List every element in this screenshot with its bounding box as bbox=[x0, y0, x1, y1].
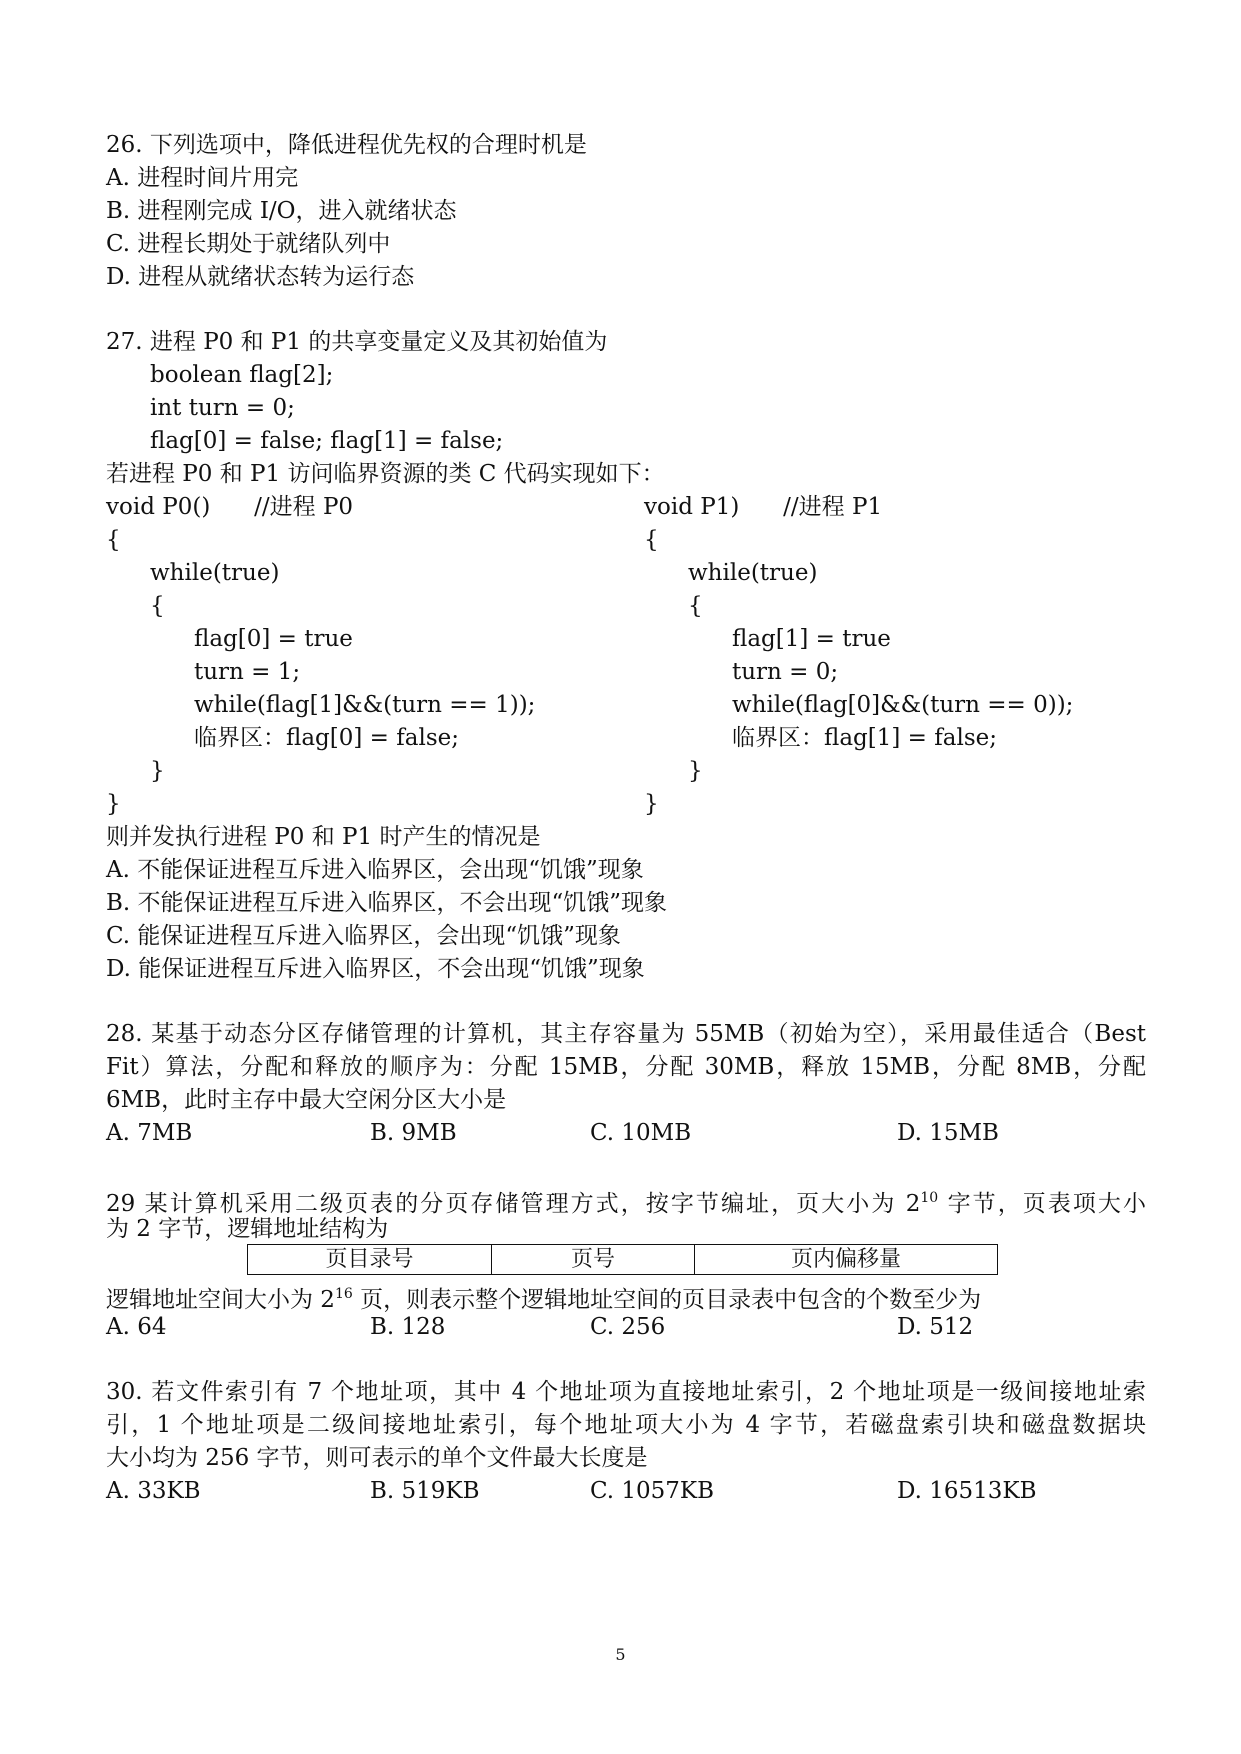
p1-code-line: { bbox=[688, 593, 703, 619]
p0-code-line: { bbox=[150, 593, 165, 619]
logical-address-structure-table bbox=[247, 1244, 998, 1275]
q29-option-c: C. 256 bbox=[590, 1314, 666, 1340]
q26-option-c: C. 进程长期处于就绪队列中 bbox=[106, 231, 391, 257]
p0-code-line: flag[0] = true bbox=[194, 626, 353, 652]
p1-code-line: while(true) bbox=[688, 560, 818, 586]
q30-line: 30. 若文件索引有 7 个地址项，其中 4 个地址项为直接地址索引，2 个地址项是一级间接地址索 bbox=[106, 1379, 1146, 1405]
q28-option-d: D. 15MB bbox=[897, 1120, 999, 1146]
q30-line: 大小均为 256 字节，则可表示的单个文件最大长度是 bbox=[106, 1445, 648, 1471]
p0-code-line: { bbox=[106, 527, 121, 553]
p0-code-line: while(true) bbox=[150, 560, 280, 586]
q30-line: 引，1 个地址项是二级间接地址索引，每个地址项大小为 4 字节，若磁盘索引块和磁盘数据块 bbox=[106, 1412, 1146, 1438]
q29-option-b: B. 128 bbox=[370, 1314, 446, 1340]
q30-option-b: B. 519KB bbox=[370, 1478, 480, 1504]
q27-decl-line: boolean flag[2]; bbox=[150, 362, 334, 388]
q26-option-d: D. 进程从就绪状态转为运行态 bbox=[106, 264, 415, 290]
p0-code-line: void P0() //进程 P0 bbox=[106, 494, 354, 520]
p0-code-line: } bbox=[106, 791, 121, 817]
q26-option-b: B. 进程刚完成 I/O，进入就绪状态 bbox=[106, 198, 457, 224]
page-offset-cell: 页内偏移量 bbox=[695, 1245, 998, 1275]
page-number-cell: 页号 bbox=[492, 1245, 695, 1275]
p1-code-line: 临界区：flag[1] = false; bbox=[732, 725, 997, 751]
q29-option-a: A. 64 bbox=[106, 1314, 167, 1340]
q29-line2: 为 2 字节，逻辑地址结构为 bbox=[106, 1216, 389, 1242]
p0-code-line: turn = 1; bbox=[194, 659, 301, 685]
page-number: 5 bbox=[615, 1645, 626, 1664]
q27-option-a: A. 不能保证进程互斥进入临界区，会出现“饥饿”现象 bbox=[106, 857, 644, 883]
q29-line1: 29 某计算机采用二级页表的分页存储管理方式，按字节编址，页大小为 $2^{10}$ 字节，页表项大小 bbox=[106, 1190, 1146, 1217]
q28-line: 28. 某基于动态分区存储管理的计算机，其主存容量为 55MB（初始为空），采用最佳适合（Best bbox=[106, 1021, 1146, 1047]
q28-line: 6MB，此时主存中最大空闲分区大小是 bbox=[106, 1087, 507, 1113]
p1-code-line: { bbox=[644, 527, 659, 553]
q28-line: Fit）算法，分配和释放的顺序为：分配 15MB，分配 30MB，释放 15MB，分配 8MB，分配 bbox=[106, 1054, 1146, 1080]
q29-line3: 逻辑地址空间大小为 $2^{16}$ 页，则表示整个逻辑地址空间的页目录表中包含的个数至少为 bbox=[106, 1286, 982, 1313]
page-directory-cell: 页目录号 bbox=[248, 1245, 492, 1275]
q27-option-d: D. 能保证进程互斥进入临界区，不会出现“饥饿”现象 bbox=[106, 956, 645, 982]
p0-code-line: } bbox=[150, 758, 165, 784]
q26-stem: 26. 下列选项中，降低进程优先权的合理时机是 bbox=[106, 132, 587, 158]
q27-option-c: C. 能保证进程互斥进入临界区，会出现“饥饿”现象 bbox=[106, 923, 621, 949]
p0-code-line: 临界区：flag[0] = false; bbox=[194, 725, 459, 751]
q28-option-a: A. 7MB bbox=[106, 1120, 193, 1146]
p1-code-line: while(flag[0]&&(turn == 0)); bbox=[732, 692, 1074, 718]
q30-option-a: A. 33KB bbox=[106, 1478, 201, 1504]
q27-decl-line: int turn = 0; bbox=[150, 395, 295, 421]
q27-option-b: B. 不能保证进程互斥进入临界区，不会出现“饥饿”现象 bbox=[106, 890, 668, 916]
q27-stem: 27. 进程 P0 和 P1 的共享变量定义及其初始值为 bbox=[106, 329, 608, 355]
p1-code-line: turn = 0; bbox=[732, 659, 839, 685]
q29-option-d: D. 512 bbox=[897, 1314, 974, 1340]
q30-option-d: D. 16513KB bbox=[897, 1478, 1037, 1504]
q28-option-b: B. 9MB bbox=[370, 1120, 457, 1146]
q27-intro: 若进程 P0 和 P1 访问临界资源的类 C 代码实现如下： bbox=[106, 461, 665, 487]
q26-option-a: A. 进程时间片用完 bbox=[106, 165, 299, 191]
q30-option-c: C. 1057KB bbox=[590, 1478, 715, 1504]
p1-code-line: flag[1] = true bbox=[732, 626, 891, 652]
q27-decl-line: flag[0] = false; flag[1] = false; bbox=[150, 428, 504, 454]
p1-code-line: } bbox=[688, 758, 703, 784]
q28-option-c: C. 10MB bbox=[590, 1120, 692, 1146]
p1-code-line: void P1) //进程 P1 bbox=[644, 494, 883, 520]
p0-code-line: while(flag[1]&&(turn == 1)); bbox=[194, 692, 536, 718]
q27-question: 则并发执行进程 P0 和 P1 时产生的情况是 bbox=[106, 824, 541, 850]
p1-code-line: } bbox=[644, 791, 659, 817]
